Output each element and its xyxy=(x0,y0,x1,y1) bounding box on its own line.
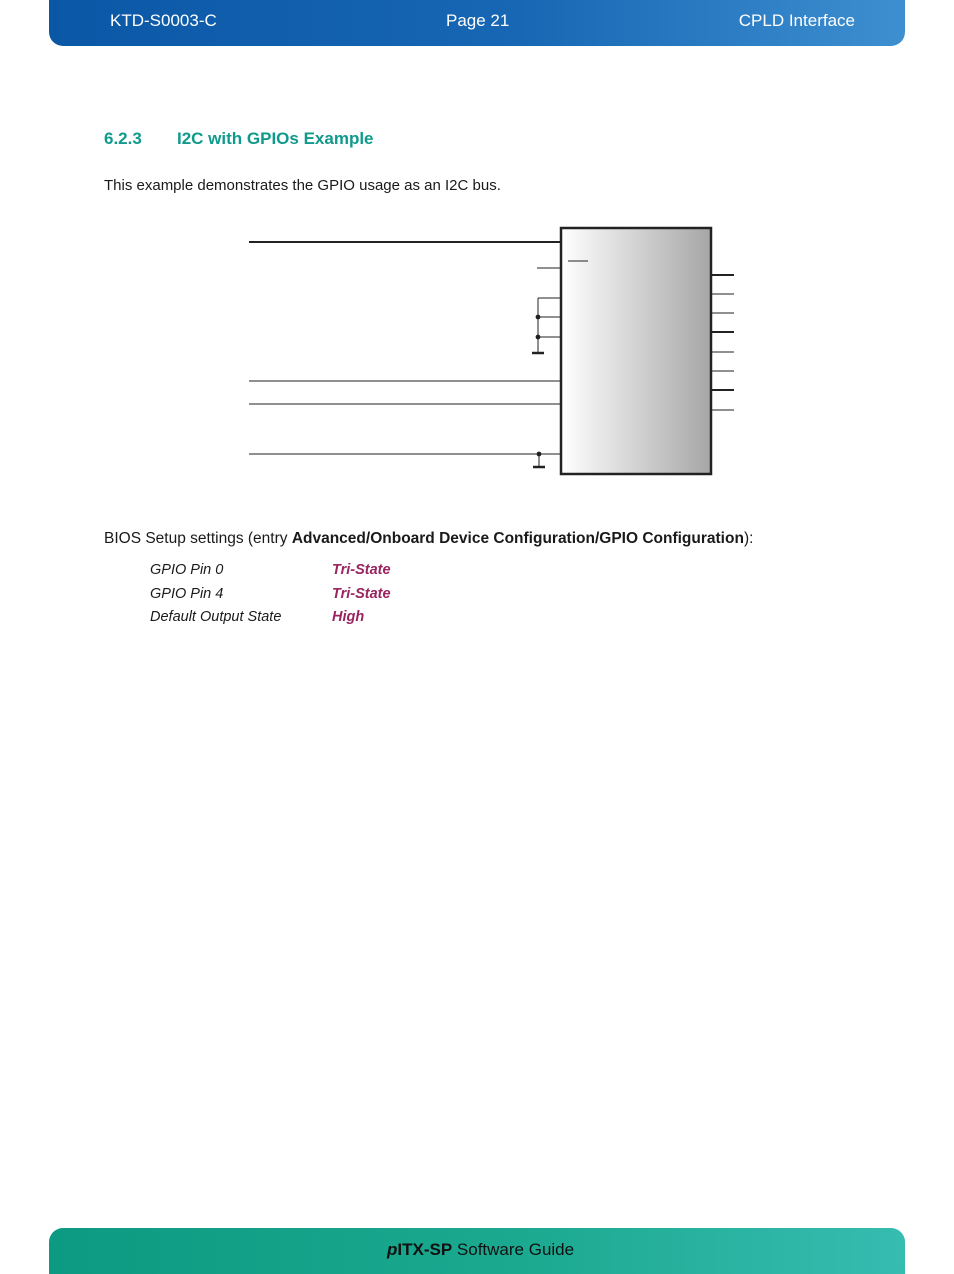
i2c-gpio-diagram xyxy=(0,0,954,500)
junction-dot xyxy=(536,315,541,320)
junction-dot xyxy=(536,335,541,340)
setting-value: Tri-State xyxy=(332,562,391,578)
setting-label: GPIO Pin 4 xyxy=(150,585,224,602)
setting-value: Tri-State xyxy=(332,585,391,602)
bios-menu-path: Advanced/Onboard Device Configuration/GPIO Configuration xyxy=(291,530,744,547)
document-id: KTD-S0003-C xyxy=(110,11,217,30)
chapter-title: CPLD Interface xyxy=(738,11,855,30)
section-number: 6.2.3 xyxy=(104,129,142,148)
chip-block xyxy=(561,228,711,474)
setting-label: GPIO Pin 0 xyxy=(150,562,224,578)
bios-instruction xyxy=(104,530,753,548)
product-name: ITX-SP xyxy=(397,1240,453,1259)
footer-title: pITX-SP Software Guide xyxy=(387,1240,575,1259)
section-title: I2C with GPIOs Example xyxy=(177,129,374,148)
bios-prefix: BIOS Setup settings (entry xyxy=(104,530,292,547)
intro-paragraph: This example demonstrates the GPIO usage as an I2C bus. xyxy=(104,177,501,194)
setting-value: High xyxy=(332,609,365,625)
setting-label: Default Output State xyxy=(150,609,282,625)
footer-suffix: Software Guide xyxy=(452,1240,575,1259)
page-footer xyxy=(49,1228,905,1274)
page-number: Page 21 xyxy=(446,11,510,30)
bios-suffix: ): xyxy=(743,530,754,547)
